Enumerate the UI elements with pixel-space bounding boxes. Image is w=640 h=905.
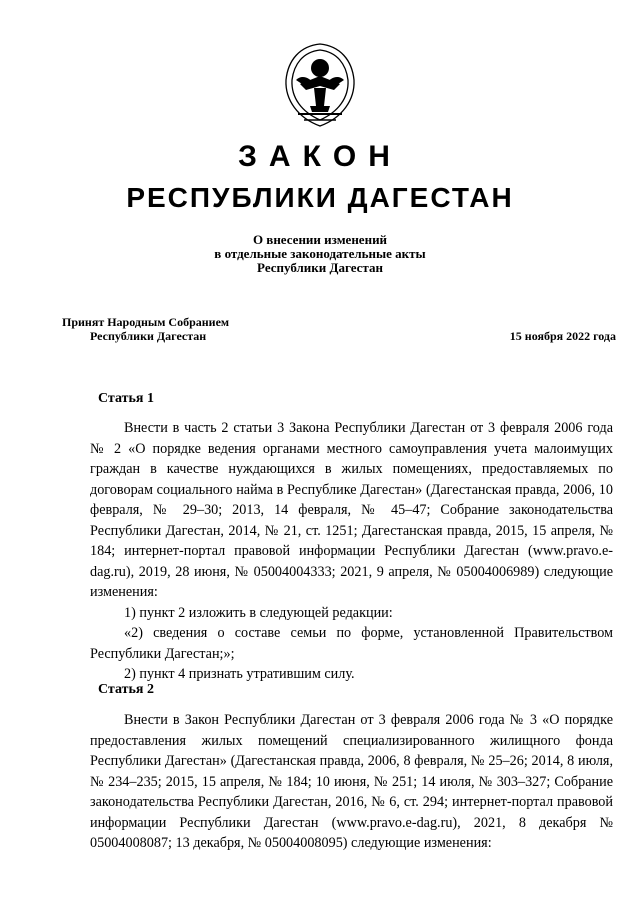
article-2-body [90,710,613,854]
article-1-heading: Статья 1 [98,391,154,406]
article-1-body [90,418,613,685]
article-1-paragraph: Внести в часть 2 статьи 3 Закона Республики Дагестан от 3 февраля 2006 года № 2 «О порядке ведения органами местного самоуправления учета малоимущих граждан в качестве нуждающихся в жилых помещениях, предоставляемых по договорам социального найма в Республике Дагестан» (Дагестанская правда, 2006, 10 февраля, № 29–30; 2013, 14 февраля, № 45–47; Собрание законодательства Республики Дагестан, 2014, № 21, ст. 1251; Дагестанская правда, 2015, 15 апреля, № 184; интернет-портал правовой информации Республики Дагестан (www.pravo.e-dag.ru), 2019, 28 июня, № 05004004333; 2021, 9 апреля, № 05004006989) следующие изменения: [90,420,613,600]
adopted-line-1: Принят Народным Собранием [62,315,230,329]
subject-line-1: О внесении изменений [252,232,388,247]
article-2-heading: Статья 2 [98,682,154,697]
subject-line-2: в отдельные законодательные акты [214,246,426,261]
adoption-statement [62,315,229,343]
article-2-paragraph: Внести в Закон Республики Дагестан от 3 февраля 2006 года № 3 «О порядке предоставления жилых помещений специализированного жилищного фонда Республики Дагестан» (Дагестанская правда, 2006, 8 февраля, № 25–26; 2014, 8 июля, № 234–235; 2015, 15 апреля, № 184; 10 июня, № 251; 14 июля, № 303–327; Собрание законодательства Республики Дагестан, 2016, № 6, ст. 294; интернет-портал правовой информации Республики Дагестан (www.pravo.e-dag.ru), 2021, 8 декабря № 05004008087; 13 декабря, № 05004008095) следующие изменения: [90,712,613,851]
law-subject [0,233,640,275]
article-1-item-1: 1) пункт 2 изложить в следующей редакции: [124,604,393,621]
document-title: ЗАКОН [238,140,402,173]
adoption-date: 15 ноября 2022 года [509,329,616,343]
article-1-item-2: 2) пункт 4 признать утратившим силу. [124,666,355,682]
coat-of-arms-emblem [270,40,370,132]
article-1-item-1-text: «2) сведения о составе семьи по форме, установленной Правительством Республики Дагестан;»; [90,625,613,662]
document-subtitle: РЕСПУБЛИКИ ДАГЕСТАН [126,182,514,213]
adopted-line-2: Республики Дагестан [90,329,207,343]
subject-line-3: Республики Дагестан [257,260,383,275]
